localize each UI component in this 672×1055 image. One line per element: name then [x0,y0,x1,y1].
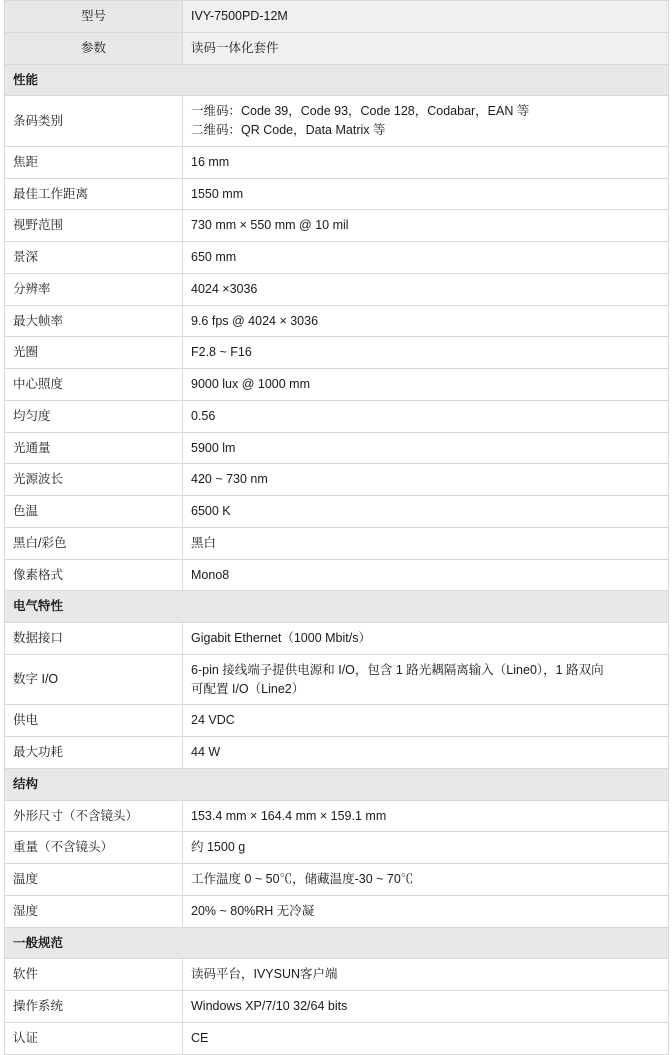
spec-value-line: 24 VDC [191,713,235,728]
spec-value [183,832,669,864]
spec-value-line: 4024 ×3036 [191,281,258,296]
spec-value-line: 420 ~ 730 nm [191,472,268,487]
param-label: 参数 [5,32,183,64]
table-row [5,1,669,33]
spec-label: 湿度 [5,895,183,927]
table-row [5,737,669,769]
spec-value-line: 16 mm [191,154,230,169]
table-row [5,864,669,896]
spec-label: 光圈 [5,337,183,369]
spec-value [183,654,669,705]
table-row [5,273,669,305]
table-row [5,337,669,369]
table-row [5,242,669,274]
table-row [5,959,669,991]
spec-label: 最大功耗 [5,737,183,769]
spec-label: 景深 [5,242,183,274]
spec-value-line: CE [191,1030,209,1045]
section-header-row [5,64,669,96]
spec-value-line: 工作温度 0 ~ 50℃，储藏温度-30 ~ 70℃ [191,872,414,886]
table-row [5,432,669,464]
model-value: IVY-7500PD-12M [183,1,669,33]
spec-value [183,705,669,737]
spec-value-line: 黑白 [191,535,217,550]
spec-value-line: 20% ~ 80%RH 无冷凝 [191,903,315,918]
spec-label: 光通量 [5,432,183,464]
spec-label: 像素格式 [5,559,183,591]
spec-value [183,400,669,432]
spec-label: 外形尺寸（不含镜头） [5,800,183,832]
spec-value-line: 可配置 I/O（Line2） [191,681,305,696]
spec-label: 最佳工作距离 [5,178,183,210]
table-row [5,895,669,927]
spec-value-line: Mono8 [191,567,230,582]
spec-value [183,959,669,991]
spec-value [183,737,669,769]
table-row [5,559,669,591]
spec-value [183,432,669,464]
spec-value [183,210,669,242]
spec-value [183,623,669,655]
spec-label: 操作系统 [5,991,183,1023]
spec-value-line: 9000 lux @ 1000 mm [191,377,311,391]
spec-value-line: 二维码：QR Code，Data Matrix 等 [191,123,386,137]
spec-value [183,559,669,591]
spec-value-line: 约 1500 g [191,840,246,855]
section-title: 性能 [5,64,669,96]
spec-value [183,96,669,147]
spec-value-line: Gigabit Ethernet（1000 Mbit/s） [191,631,371,645]
spec-value [183,800,669,832]
spec-value [183,895,669,927]
table-row [5,369,669,401]
spec-value [183,178,669,210]
spec-label: 色温 [5,496,183,528]
spec-value [183,273,669,305]
spec-value-line: 9.6 fps @ 4024 × 3036 [191,313,319,328]
spec-label: 中心照度 [5,369,183,401]
param-value: 读码一体化套件 [183,32,669,64]
table-row [5,305,669,337]
spec-value [183,991,669,1023]
spec-label: 焦距 [5,146,183,178]
table-row [5,210,669,242]
spec-value [183,527,669,559]
table-row [5,496,669,528]
spec-label: 最大帧率 [5,305,183,337]
spec-value-line: 0.56 [191,408,216,423]
spec-label: 供电 [5,705,183,737]
spec-value-line: Windows XP/7/10 32/64 bits [191,999,348,1013]
table-row [5,527,669,559]
spec-value [183,305,669,337]
table-row [5,705,669,737]
section-header-row [5,927,669,959]
spec-value-line: 6500 K [191,504,231,518]
spec-value-line: 1550 mm [191,186,244,201]
spec-value [183,1022,669,1054]
spec-value-line: 一维码：Code 39，Code 93，Code 128，Codabar，EAN 等 [191,104,530,119]
model-label: 型号 [5,1,183,33]
spec-value-line: 6-pin 接线端子提供电源和 I/O，包含 1 路光耦隔离输入（Line0），1 路双向 [191,662,604,677]
spec-value [183,496,669,528]
spec-value [183,864,669,896]
spec-label: 光源波长 [5,464,183,496]
spec-value-line: 读码平台，IVYSUN客户端 [191,967,338,982]
spec-label: 分辨率 [5,273,183,305]
table-row [5,400,669,432]
spec-label: 均匀度 [5,400,183,432]
spec-value [183,369,669,401]
table-row [5,146,669,178]
spec-label: 软件 [5,959,183,991]
section-header-row [5,768,669,800]
spec-value-line: 730 mm × 550 mm @ 10 mil [191,218,349,233]
section-header-row [5,591,669,623]
spec-value-line: 153.4 mm × 164.4 mm × 159.1 mm [191,808,387,823]
specification-table [4,0,669,1055]
table-row [5,32,669,64]
spec-label: 数据接口 [5,623,183,655]
section-title: 结构 [5,768,669,800]
table-row [5,178,669,210]
spec-label: 黑白/彩色 [5,527,183,559]
section-title: 电气特性 [5,591,669,623]
spec-value [183,242,669,274]
spec-value [183,146,669,178]
spec-label: 重量（不含镜头） [5,832,183,864]
table-row [5,1022,669,1054]
spec-value-line: 650 mm [191,250,237,264]
spec-label: 数字 I/O [5,654,183,705]
table-row [5,623,669,655]
spec-value-line: 44 W [191,745,221,759]
spec-value-line: F2.8 ~ F16 [191,345,252,360]
table-row [5,464,669,496]
spec-label: 视野范围 [5,210,183,242]
spec-label: 条码类别 [5,96,183,147]
table-row [5,654,669,705]
spec-value-line: 5900 lm [191,440,236,455]
section-title: 一般规范 [5,927,669,959]
table-row [5,832,669,864]
spec-label: 温度 [5,864,183,896]
table-row [5,991,669,1023]
spec-label: 认证 [5,1022,183,1054]
spec-value [183,464,669,496]
spec-value [183,337,669,369]
table-row [5,800,669,832]
table-row [5,96,669,147]
